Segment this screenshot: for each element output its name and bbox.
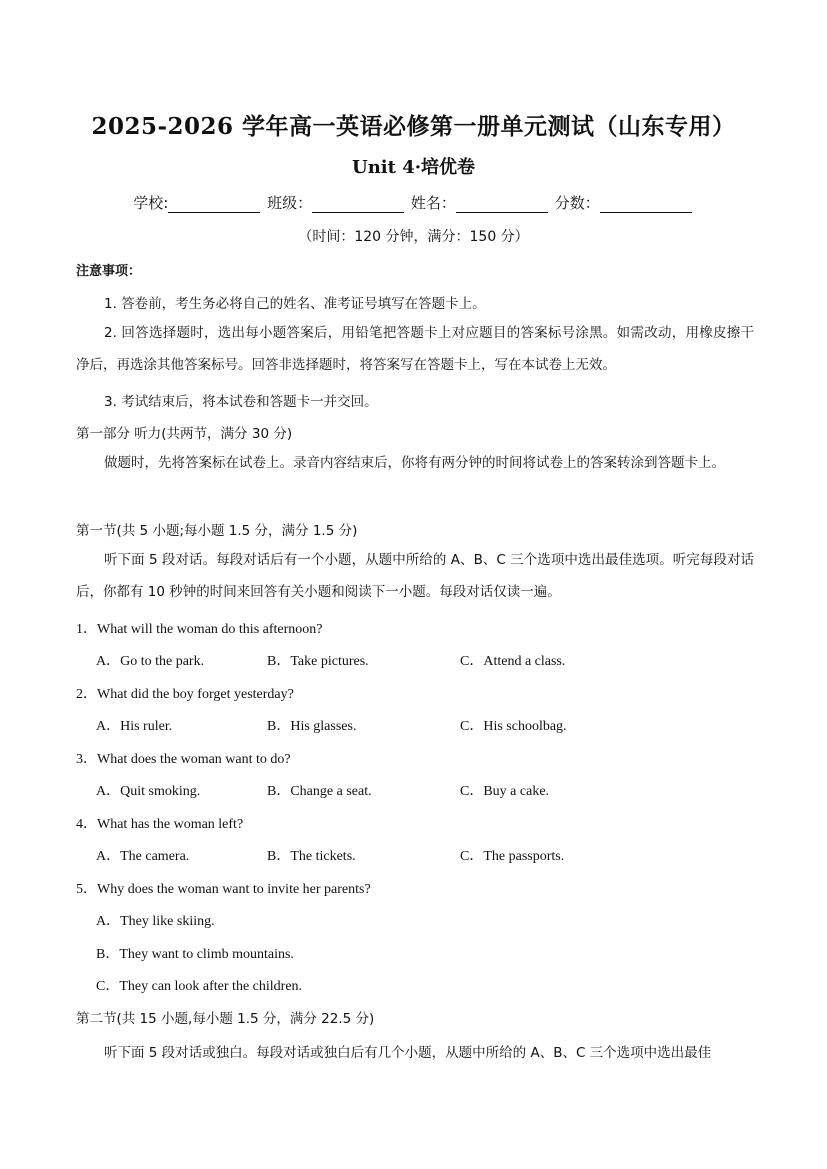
option-b[interactable]: B．They want to climb mountains. — [96, 947, 294, 962]
class-blank[interactable] — [312, 196, 404, 213]
score-label: 分数： — [554, 194, 600, 212]
option-c[interactable]: C．Attend a class. — [460, 654, 566, 669]
question-stem: 2．What did the boy forget yesterday? — [76, 687, 294, 702]
option-a[interactable]: A．Quit smoking. — [96, 784, 201, 799]
option-b[interactable]: B．The tickets. — [267, 849, 356, 864]
time-info: （时间：120 分钟，满分：150 分） — [298, 229, 529, 245]
question-stem: 4．What has the woman left? — [76, 817, 244, 832]
option-c[interactable]: C．His schoolbag. — [460, 719, 567, 734]
name-blank[interactable] — [456, 196, 548, 213]
section2-instruction: 听下面 5 段对话或独白。每段对话或独白后有几个小题，从题中所给的 A、B、C 三个选项中选出最佳 — [104, 1045, 712, 1061]
option-b[interactable]: B．His glasses. — [267, 719, 357, 734]
question-stem: 5．Why does the woman want to invite her parents? — [76, 882, 371, 897]
section1-heading: 第一节(共 5 小题;每小题 1.5 分，满分 1.5 分) — [76, 523, 358, 539]
option-b[interactable]: B．Take pictures. — [267, 654, 369, 669]
notes-heading: 注意事项： — [76, 264, 142, 279]
note-item: 2. 回答选择题时，选出每小题答案后，用铅笔把答题卡上对应题目的答案标号涂黑。如需改动，用橡皮擦干净后，再选涂其他答案标号。回答非选择题时，将答案写在答题卡上，写在本试卷上无效。 — [76, 325, 754, 373]
score-blank[interactable] — [600, 196, 692, 213]
option-c[interactable]: C．The passports. — [460, 849, 565, 864]
part1-heading: 第一部分 听力(共两节，满分 30 分) — [76, 426, 293, 442]
school-label: 学校: — [133, 194, 169, 212]
note-item: 1. 答卷前，考生务必将自己的姓名、准考证号填写在答题卡上。 — [104, 296, 486, 312]
option-b[interactable]: B．Change a seat. — [267, 784, 372, 799]
section2-heading: 第二节(共 15 小题,每小题 1.5 分，满分 22.5 分) — [76, 1011, 375, 1027]
exam-subtitle: Unit 4·培优卷 — [352, 157, 475, 178]
option-c[interactable]: C．They can look after the children. — [96, 979, 303, 994]
option-a[interactable]: A．They like skiing. — [96, 914, 215, 929]
section1-instruction: 听下面 5 段对话。每段对话后有一个小题，从题中所给的 A、B、C 三个选项中选出最佳选项。听完每段对话后，你都有 10 秒钟的时间来回答有关小题和阅读下一小题。每段对话仅读一遍。 — [76, 552, 754, 600]
note-item: 3. 考试结束后，将本试卷和答题卡一并交回。 — [104, 394, 378, 410]
question-stem: 1．What will the woman do this afternoon? — [76, 622, 323, 637]
name-label: 姓名： — [410, 194, 456, 212]
school-blank[interactable] — [168, 196, 260, 213]
exam-title: 2025-2026 学年高一英语必修第一册单元测试（山东专用） — [91, 113, 736, 140]
question-stem: 3．What does the woman want to do? — [76, 752, 291, 767]
option-a[interactable]: A．The camera. — [96, 849, 190, 864]
part1-instruction: 做题时，先将答案标在试卷上。录音内容结束后，你将有两分钟的时间将试卷上的答案转涂到答题卡上。 — [104, 455, 725, 471]
class-label: 班级： — [267, 194, 313, 212]
option-a[interactable]: A．His ruler. — [96, 719, 173, 734]
student-info-row — [0, 192, 827, 213]
option-a[interactable]: A．Go to the park. — [96, 654, 205, 669]
option-c[interactable]: C．Buy a cake. — [460, 784, 550, 799]
